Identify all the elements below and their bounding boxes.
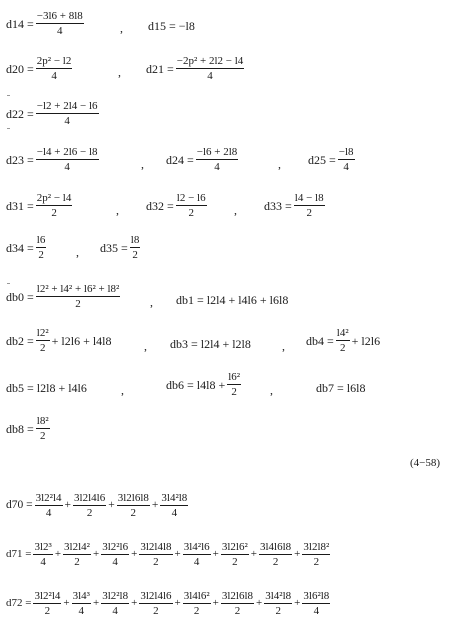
fraction — [101, 541, 129, 568]
equation-tail: + l2l6 — [351, 333, 381, 348]
denominator: 2 — [275, 605, 281, 617]
denominator: 2 — [232, 556, 238, 568]
fraction — [36, 415, 50, 442]
fraction — [183, 590, 211, 617]
denominator: 4 — [45, 507, 52, 519]
denominator: 4 — [343, 161, 349, 173]
fraction — [139, 590, 172, 617]
denominator: 4 — [64, 161, 70, 173]
equation-db4 — [306, 327, 380, 354]
fraction — [36, 100, 99, 127]
numerator: l8² — [36, 415, 49, 427]
denominator: 4 — [40, 556, 46, 568]
fraction — [33, 590, 61, 617]
denominator: 2 — [132, 249, 138, 261]
fraction — [160, 492, 188, 519]
fraction — [73, 492, 106, 519]
denominator: 2 — [153, 605, 159, 617]
numerator: 3l6²l8 — [303, 590, 330, 602]
fraction — [338, 146, 355, 173]
equation-lhs: d70 = — [6, 498, 33, 511]
denominator: 2 — [339, 342, 346, 354]
fraction — [221, 590, 254, 617]
equation-pre: l4l8 + — [196, 377, 226, 392]
denominator: 4 — [193, 556, 200, 568]
denominator: 2 — [130, 507, 137, 519]
fraction — [176, 192, 207, 219]
fraction — [294, 192, 325, 219]
numerator: 3l2³ — [34, 541, 52, 553]
numerator: 3l4²l8 — [265, 590, 292, 602]
numerator: 3l4²l6 — [183, 541, 210, 553]
equation-d35 — [100, 234, 142, 261]
fraction — [227, 371, 241, 398]
equation-d70: d70 = $\frac{\text{3l2²l4}}{4}$ + $\frac{3l2l4l6}{2}$ + $\frac{3l2l6l8}{2}$ + $\frac{\text{3l4²l8}}{4}$ — [6, 492, 188, 519]
equation-lhs: d15 = — [148, 19, 176, 33]
equation-db8 — [6, 415, 52, 442]
equation-d15 — [148, 20, 195, 32]
numerator: l6 — [36, 234, 46, 246]
numerator: 3l2l6² — [221, 541, 248, 553]
equation-d33 — [264, 192, 327, 219]
numerator: 3l2²l8 — [102, 590, 129, 602]
equation-lhs: d24 = — [166, 152, 194, 167]
equation-d23 — [6, 146, 101, 173]
denominator: 4 — [112, 605, 118, 617]
equation-lhs: d33 = — [264, 198, 292, 213]
denominator: 4 — [214, 161, 220, 173]
numerator: −l4 + 2l6 − l8 — [36, 146, 98, 158]
denominator: 2 — [74, 556, 80, 568]
numerator: 3l4l6l8 — [260, 541, 292, 553]
denominator: 2 — [153, 556, 159, 568]
numerator: −l6 + 2l8 — [196, 146, 238, 158]
separator-comma: , — [121, 383, 124, 397]
equation-d25 — [308, 146, 357, 173]
equation-number: (4−58) — [410, 457, 441, 469]
numerator: 3l2l4l8 — [140, 541, 172, 553]
equation-db2 — [6, 327, 112, 354]
denominator: 2 — [39, 342, 46, 354]
equation-db0 — [6, 283, 122, 310]
numerator: l2² — [36, 327, 49, 339]
equation-lhs: d21 = — [146, 61, 174, 76]
separator-comma: , — [278, 157, 281, 171]
numerator: −2p² + 2l2 − l4 — [176, 55, 244, 67]
fraction — [183, 541, 211, 568]
fraction — [176, 55, 245, 82]
denominator: 2 — [234, 605, 241, 617]
separator-comma: , — [120, 21, 123, 35]
fraction — [36, 55, 73, 82]
fraction — [36, 10, 84, 37]
numerator: 3l4²l8 — [161, 492, 188, 504]
fraction — [36, 234, 47, 261]
scan-mark — [7, 128, 10, 129]
equation-lhs: db8 = — [6, 421, 34, 436]
fraction — [259, 541, 292, 568]
separator-comma: , — [118, 65, 121, 79]
equation-rhs: l2l4 + l4l6 + l6l8 — [206, 293, 289, 307]
denominator: 2 — [38, 249, 44, 261]
fraction — [221, 541, 249, 568]
equation-lhs: db6 = — [166, 377, 194, 392]
denominator: 4 — [313, 605, 320, 617]
numerator: l4² — [336, 327, 349, 339]
numerator: 3l2l8² — [303, 541, 330, 553]
numerator: −3l6 + 8l8 — [36, 10, 83, 22]
numerator: 2p² − l4 — [36, 192, 72, 204]
denominator: 2 — [75, 298, 81, 310]
scan-mark — [7, 95, 10, 96]
denominator: 4 — [207, 70, 213, 82]
equation-rhs: l2l8 + l4l6 — [36, 381, 87, 395]
equation-d34 — [6, 234, 48, 261]
equation-d20 — [6, 55, 74, 82]
denominator: 2 — [306, 207, 312, 219]
denominator: 2 — [44, 605, 51, 617]
equation-lhs: d20 = — [6, 61, 34, 76]
numerator: 2p² − l2 — [36, 55, 72, 67]
denominator: 2 — [313, 556, 320, 568]
separator-comma: , — [76, 245, 79, 259]
numerator: 3l2²l4 — [35, 492, 62, 504]
equation-lhs: d32 = — [146, 198, 174, 213]
equation-lhs: d34 = — [6, 240, 34, 255]
equation-db3 — [170, 338, 251, 350]
equation-tail: + l2l6 + l4l8 — [51, 333, 112, 348]
equation-lhs: d71 = — [6, 548, 32, 560]
fraction — [302, 590, 330, 617]
numerator: 3l2l6l8 — [117, 492, 149, 504]
equation-db1 — [176, 294, 288, 306]
separator-comma: , — [144, 339, 147, 353]
numerator: l2 − l6 — [176, 192, 206, 204]
denominator: 4 — [78, 605, 85, 617]
equation-d14 — [6, 10, 86, 37]
denominator: 4 — [64, 115, 70, 127]
numerator: 3l2l4l6 — [74, 492, 106, 504]
numerator: 3l2l4² — [64, 541, 90, 553]
equation-db6 — [166, 371, 243, 398]
denominator: 2 — [188, 207, 194, 219]
equation-lhs: db4 = — [306, 333, 334, 348]
numerator: l8 — [130, 234, 140, 246]
separator-comma: , — [282, 339, 285, 353]
fraction — [130, 234, 141, 261]
equation-rhs: −l8 — [178, 19, 195, 33]
equation-lhs: d31 = — [6, 198, 34, 213]
denominator: 4 — [57, 25, 63, 37]
equation-d21 — [146, 55, 246, 82]
denominator: 4 — [112, 556, 118, 568]
denominator: 4 — [51, 70, 57, 82]
equation-lhs: db0 = — [6, 289, 34, 304]
equation-lhs: d35 = — [100, 240, 128, 255]
fraction — [36, 146, 99, 173]
equation-lhs: db2 = — [6, 333, 34, 348]
numerator: −l8 — [338, 146, 354, 158]
equation-lhs: d72 = — [6, 597, 32, 609]
separator-comma: , — [141, 157, 144, 171]
separator-comma: , — [150, 295, 153, 309]
equation-d71: d71 = $\frac{\text{3l2³}}{4}$ + $\frac{\text{3l2l4²}}{2}$ + $\frac{\text{3l2²l6}}{4}$ + $\frac{3l2l4l8}{2}$ + $\frac{\text{3l4²l6}}{4}$ + $\frac{\text{3l2l6²}}{2}$ + $\frac{3l4l6l8}{2}$ + $\frac{\text{3l2l8²}}{2}$ — [6, 541, 330, 568]
fraction — [101, 590, 129, 617]
fraction — [196, 146, 239, 173]
fraction — [302, 541, 330, 568]
equation-lhs: d23 = — [6, 152, 34, 167]
numerator: l4 − l8 — [294, 192, 324, 204]
numerator: 3l2²l6 — [102, 541, 129, 553]
equation-d22 — [6, 100, 101, 127]
fraction — [139, 541, 172, 568]
equation-lhs: d14 = — [6, 16, 34, 31]
equation-db5 — [6, 382, 87, 394]
numerator: 3l4l6² — [183, 590, 210, 602]
equation-rhs: l6l8 — [346, 381, 366, 395]
fraction — [117, 492, 150, 519]
equation-lhs: db1 = — [176, 293, 204, 307]
equation-db7 — [316, 382, 365, 394]
equation-lhs: db7 = — [316, 381, 344, 395]
separator-comma: , — [116, 203, 119, 217]
fraction — [264, 590, 292, 617]
equation-lhs: d25 = — [308, 152, 336, 167]
numerator: 3l2l4l6 — [140, 590, 172, 602]
denominator: 2 — [86, 507, 93, 519]
denominator: 2 — [272, 556, 279, 568]
numerator: l2² + l4² + l6² + l8² — [36, 283, 120, 295]
equation-d24 — [166, 146, 240, 173]
equation-d32 — [146, 192, 209, 219]
fraction — [36, 192, 73, 219]
equation-d72: d72 = $\frac{\text{3l2²l4}}{2}$ + $\frac{\text{3l4³}}{4}$ + $\frac{\text{3l2²l8}}{4}$ + $\frac{3l2l4l6}{2}$ + $\frac{\text{3l4l6²}}{2}$ + $\frac{3l2l6l8}{2}$ + $\frac{\text{3l4²l8}}{2}$ + $\frac{\text{3l6²l8}}{4}$ — [6, 590, 330, 617]
numerator: l6² — [228, 371, 241, 383]
numerator: −l2 + 2l4 − l6 — [36, 100, 98, 112]
fraction — [72, 590, 91, 617]
numerator: 3l2l6l8 — [221, 590, 254, 602]
denominator: 2 — [193, 605, 200, 617]
equation-lhs: d22 = — [6, 106, 34, 121]
numerator: 3l2²l4 — [34, 590, 61, 602]
denominator: 2 — [51, 207, 57, 219]
separator-comma: , — [270, 383, 273, 397]
fraction — [36, 327, 50, 354]
fraction — [36, 283, 121, 310]
fraction — [336, 327, 350, 354]
denominator: 4 — [171, 507, 178, 519]
equation-lhs: db3 = — [170, 337, 198, 351]
equation-d31 — [6, 192, 74, 219]
equation-rhs: l2l4 + l2l8 — [200, 337, 251, 351]
fraction — [33, 541, 52, 568]
denominator: 2 — [39, 430, 46, 442]
fraction — [63, 541, 91, 568]
separator-comma: , — [234, 203, 237, 217]
equation-lhs: db5 = — [6, 381, 34, 395]
fraction — [35, 492, 63, 519]
numerator: 3l4³ — [72, 590, 90, 602]
denominator: 2 — [231, 386, 237, 398]
